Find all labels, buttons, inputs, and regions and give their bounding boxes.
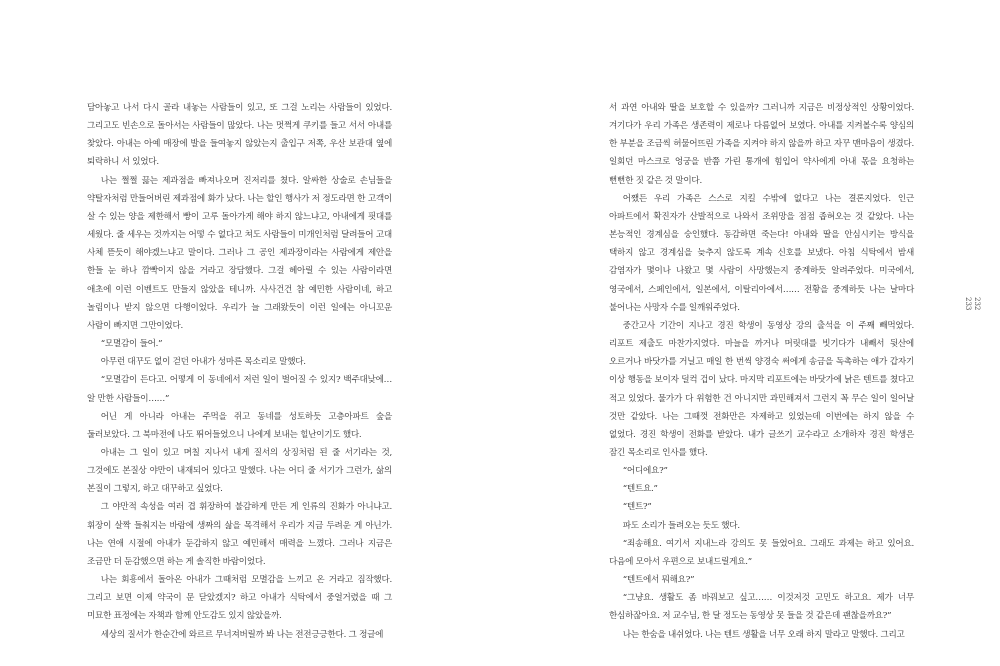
paragraph: 나는 회흥에서 돌아온 아내가 그때처럼 모멸감을 느끼고 온 거라고 짐작했다. 그리고 보면 이제 약국이 문 닫았겠지? 하고 아내가 식탁에서 중얼거렸을 때 그 미묘한 표정에는 자책과 함께 안도감도 있지 않았을까. [87, 575, 392, 622]
paragraph: 나는 한숨을 내쉬었다. 나는 텐트 생활을 너무 오래 하지 말라고 말했다. 그리고 [622, 629, 905, 640]
right-page-number: 233 [964, 297, 972, 311]
paragraph: 어쨌든 우리 가족은 스스로 지킬 수밖에 없다고 나는 결론지었다. 인근 아파트에서 확진자가 산발적으로 나와서 조위망을 점점 좁혀오는 것 같았다. 나는 본능적인 경계심을 숭인했다. 동감하면 죽는다! 아내와 딸을 안심시키는 방식을 택하지 않고 경계심을 늦추지 않도록 계속 신호를 보냈다. 아침 식탁에서 밤새 감염자가 몇이나 나왔고 몇 사람이 사망했는지 중계하듯 알려주었다. 미국에서, 영국에서, 스페인에서, 일본에서, 이탈리아에서…… 전황을 중계하듯 나는 날마다 불어나는 사망자 수를 일깨워주었다. [609, 193, 914, 313]
paragraph: 중간고사 기간이 지나고 경진 학생이 동영상 강의 출석을 이 주째 빼먹었다. 리포트 제출도 마찬가지였다. 마늘을 까거나 머릿대를 빗기다가 내빼서 뒷산에 오르거나 바닷가를 거닐고 매일 한 번씩 양경숙 써에게 송금을 독촉하는 애가 갑자기 이상 행동을 보이자 덜컥 겁이 났다. 마지막 리포트에는 바닷가에 낡은 텐트를 쳤다고 적고 있었다. 물가가 다 위험한 건 아니지만 과민해져서 그런지 꼭 무슨 일이 일어날 것만 같았다. 나는 그때껏 전화만은 자제하고 있었는데 이번에는 하지 않을 수 없었다. 경진 학생이 전화를 받았다. 내가 글쓰기 교수라고 소개하자 경진 학생은 잠긴 목소리로 인사를 했다. [609, 320, 914, 458]
paragraph: “텐트에서 뭐해요?” [622, 575, 695, 586]
right-page [609, 99, 914, 644]
left-page [87, 99, 392, 644]
paragraph: “모멸감이 들어.” [100, 339, 163, 350]
left-page-number: 232 [973, 297, 981, 311]
paragraph: 아내는 그 일이 있고 며칠 지나서 내게 질서의 상징처럼 된 줄 서기라는 것, 그것에도 본질상 야만이 내재되어 있다고 말했다. 나는 어디 줄 서기가 그런가, 삶의 본질이 그렇지, 하고 대꾸하고 싶었다. [87, 447, 392, 495]
paragraph: “그냥요. 생활도 좀 바꿔보고 싶고…… 이것저것 고민도 하고요. 제가 너무 한심하잖아요. 저 교수님, 한 달 정도는 동영상 못 들을 것 같은데 괜찮을까요?” [609, 593, 914, 622]
paragraph: 아무런 대꾸도 없이 걷던 아내가 성마른 목소리로 말했다. [100, 357, 306, 368]
paragraph: “텐트요.” [622, 484, 658, 495]
paragraph: “죄송해요. 여기서 지내느라 강의도 못 들었어요. 그래도 과제는 하고 있어요. 다음에 모아서 우편으로 보내드릴게요.” [609, 538, 914, 567]
paragraph: 나는 쩔쩔 끓는 제과점을 빠져나오며 진저리를 쳤다. 알싸한 상술로 손님들을 약탈자처럼 만들어버린 제과점에 화가 났다. 나는 할인 행사가 저 정도라면 한 고객이 살 수 있는 양을 제한해서 빵이 고루 돌아가게 해야 하지 않느냐고, 아내에게 핏대를 세웠다. 줄 세우는 것까지는 어떻 수 없다고 쳐도 사람들이 미개인처럼 달려들어 고대 사체 뜯듯이 해야겠느냐고 말이다. 그러나 그 공인 제과장이라는 사람에게 제안을 한들 눈 하나 깜빡이지 않을 거라고 장담했다. 그걸 헤아릴 수 있는 사람이라면 애초에 이런 이벤트도 만들지 않았을 테니까. 사사건건 참 예민한 사람이네, 하고 놀림이나 받지 않으면 다행이었다. 우리가 늘 그래왔듯이 이런 일에는 아니꼬운 사람이 빠지면 그만이었다. [87, 175, 392, 331]
paragraph: 담아놓고 나서 다시 골라 내놓는 사람들이 있고, 또 그걸 노리는 사람들이 있었다. 그리고도 빈손으로 돌아서는 사람들이 많았다. 나는 멋쩍게 쿠키를 들고 서서 아내를 찾았다. 아내는 아예 매장에 발을 들여놓지 않았는지 출입구 저쪽, 우산 보관대 옆에 퇴락하니 서 있었다. [87, 103, 392, 168]
paragraph: 세상의 질서가 한순간에 와르르 무너져버릴까 봐 나는 전전긍긍한다. 그 정글에 [100, 629, 384, 640]
paragraph: “모멸감이 든다고. 어떻게 이 동네에서 저런 일이 벌어질 수 있지? 백주대낮에… 알 만한 사람들이……” [87, 375, 392, 404]
paragraph: “텐트?” [622, 502, 652, 513]
page-numbers [964, 297, 981, 322]
paragraph: 서 과연 아내와 딸을 보호할 수 있을까? 그러니까 지금은 비정상적인 상황이었다. 겨기다가 우리 가족은 생존력이 제로나 다름없어 보였다. 아내를 지켜볼수록 양심의 한 부분을 조금씩 허물어뜨린 가족을 지켜야 하지 않을까 하고 자꾸 맨마음이 생겼다. 일회던 마스크로 엉궁을 반쯤 가린 통개에 힘입어 약사에게 아내 몫을 요청하는 뻔뻔한 짓 같은 것 말이다. [609, 103, 914, 186]
paragraph: 파도 소리가 들려오는 듯도 했다. [622, 520, 740, 531]
paragraph: 어닌 게 아니라 아내는 주먹을 쥐고 동네를 성토하듯 고층아파트 숲을 둘러보았다. 그 북마전에 나도 뛰어들었으니 나에게 보내는 힐난이기도 했다. [87, 411, 392, 440]
paragraph: “어디에요?” [622, 466, 668, 477]
paragraph: 그 야만적 속성을 여러 겹 휘장하여 불감하게 만든 게 인류의 진화가 아니냐고. 휘장이 살짝 들춰지는 바람에 생짜의 삶을 목격해서 우리가 지금 두려운 게 아닌가. 나는 연애 시절에 아내가 둔감하지 않고 예민해서 매력을 느꼈다. 그러나 지금은 조금만 더 둔감했으면 하는 게 솔직한 바람이었다. [87, 502, 392, 567]
